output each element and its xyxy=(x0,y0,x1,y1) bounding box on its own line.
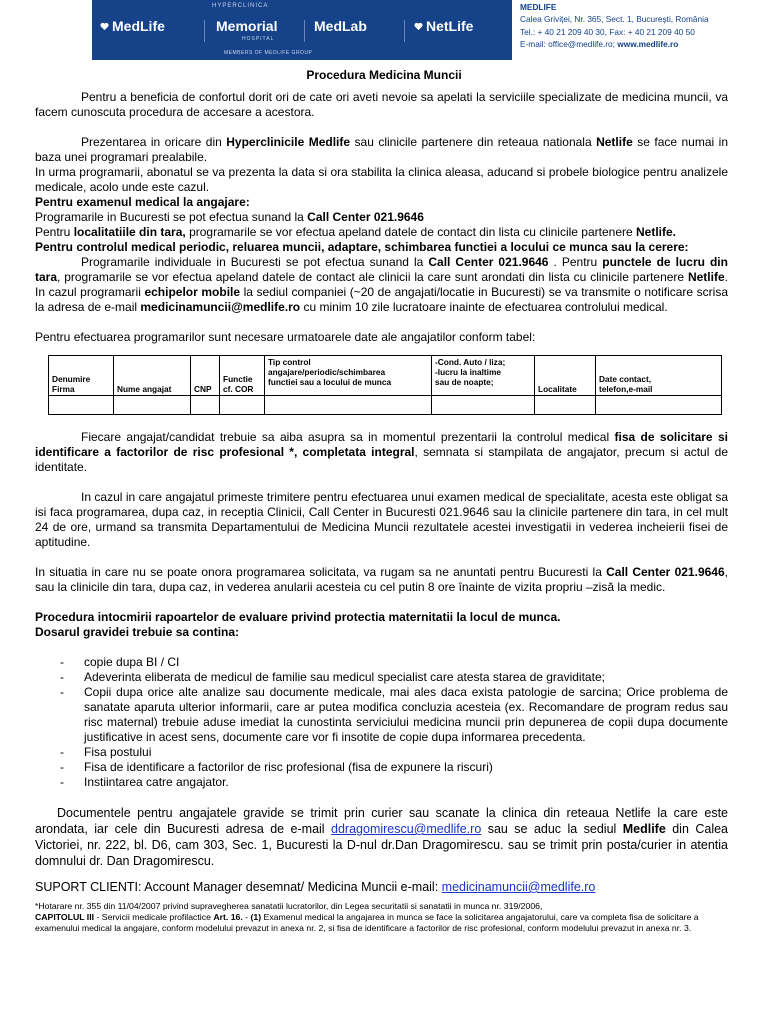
col-localitate: Localitate xyxy=(535,356,596,396)
brand-medlab-label: MedLab xyxy=(314,18,367,34)
heart-icon xyxy=(100,22,109,31)
hiring-bucharest: Programarile in Bucuresti se pot efectua sunand la Call Center 021.9646 xyxy=(35,210,424,224)
company-email[interactable]: office@medlife.ro xyxy=(548,39,613,50)
documents-paragraph: Documentele pentru angajatele gravide se trimit prin curier sau scanate la clinica din reteaua Netlife la care este arondata, iar cele din Bucuresti adresa de e-mail ddragomirescu@medlife.ro sau se aduc la sediul Medlife din Calea Victoriei, nr. 222, bl. D6, cam 303, Sec. 1, Bucuresti la D-nul dr.Dan Dragomirescu. sau se trimit prin posta/curier in atentia domnului dr. Dan Dragomirescu. xyxy=(35,806,728,868)
list-item: - Instiintarea catre angajator. xyxy=(60,775,229,789)
col-cnp: CNP xyxy=(191,356,220,396)
list-item: - copie dupa BI / CI xyxy=(60,655,180,669)
support-line: SUPORT CLIENTI: Account Manager desemnat/ Medicina Muncii e-mail: medicinamuncii@medlife.ro xyxy=(35,880,596,894)
brand-separator xyxy=(304,20,305,42)
col-denumire-firma: Denumire Firma xyxy=(49,356,114,396)
form-paragraph: Fiecare angajat/candidat trebuie sa aiba asupra sa in momentul prezentarii la controlul medical fisa de solicitare si identificare a factorilor de risc profesional *, completata integral, semnata si stampilata de angajator, precum si actul de identitate. xyxy=(35,430,729,474)
brand-separator xyxy=(404,20,405,42)
brand-netlife xyxy=(414,18,473,34)
page-title: Procedura Medicina Muncii xyxy=(306,68,462,82)
list-item: - Adeverinta eliberata de medicul de familie sau medicul specialist care atesta starea de graviditate; xyxy=(60,670,605,684)
brand-netlife-label: NetLife xyxy=(426,18,474,34)
col-nume-angajat: Nume angajat xyxy=(114,356,191,396)
hyperclinica-label: HYPERCLINICA xyxy=(212,3,269,9)
email-prefix: E-mail: xyxy=(520,39,549,50)
company-website[interactable]: www.medlife.ro xyxy=(617,39,679,50)
brand-separator xyxy=(204,20,205,42)
employee-data-table xyxy=(48,355,722,415)
specialist-paragraph: In cazul in care angajatul primeste trimitere pentru efectuarea unui examen medical de specialitate, acesta este obligat sa isi faca programarea, dupa caz, in receptia Clinicii, Call Center in Bucuresti 021.9646 sau la clinicile partenere din tara, in cel mult 24 de ore, urmand sa transmita Departamentului de Medicina Muncii rezultatele acestei investigatii in vederea incheierii fisei de aptitudine. xyxy=(35,490,728,549)
brand-medlife xyxy=(100,18,165,34)
company-phone: Tel.: + 40 21 209 40 30, Fax: + 40 21 209 40 50 xyxy=(520,26,695,37)
table-header-row xyxy=(49,356,722,396)
medicina-muncii-email[interactable]: medicinamuncii@medlife.ro xyxy=(140,300,301,314)
support-email-link[interactable]: medicinamuncii@medlife.ro xyxy=(441,880,596,894)
col-conditii: -Cond. Auto / liza; -lucru la inaltime sau de noapte; xyxy=(432,356,535,396)
maternity-heading: Procedura intocmirii rapoartelor de evaluare privind protectia maternitatii la locul de munca. xyxy=(35,610,561,624)
hiring-heading: Pentru examenul medical la angajare: xyxy=(35,195,250,209)
appointment-paragraph: In urma programarii, abonatul se va prezenta la data si ora stabilita la clinica aleasa, aducand si probele biologice pentru analizele medicale, acolo unde este cazul. xyxy=(35,165,728,194)
heart-icon xyxy=(414,22,423,31)
memorial-subtitle: HOSPITAL xyxy=(242,36,275,42)
intro-paragraph: Pentru a beneficia de confortul dorit ori de cate ori aveti nevoie sa apelati la serviciile specializate de medicina muncii, va facem cunoscuta procedura de accesare a acestora. xyxy=(35,90,728,119)
dossier-heading: Dosarul gravidei trebuie sa contina: xyxy=(35,625,240,639)
ddragomirescu-email-link[interactable]: ddragomirescu@medlife.ro xyxy=(331,822,482,836)
brand-memorial-label: Memorial xyxy=(216,18,278,34)
list-item: - Fisa postului xyxy=(60,745,152,759)
footnote xyxy=(35,901,728,935)
header-logo-band xyxy=(92,0,512,60)
company-name: MEDLIFE xyxy=(520,2,557,12)
presentation-paragraph: Prezentarea in oricare din Hyperclinicile Medlife sau clinicile partenere din reteaua nationala Netlife se face numai in baza unei programari prealabile. xyxy=(35,135,728,164)
header-contact xyxy=(520,1,709,51)
footnote-line2: CAPITOLUL III - Servicii medicale profilactice Art. 16. - (1) Examenul medical la angajarea in munca se face la solicitarea angajatorului, care va completa fisa de solicitare a examenului medical la angajare, conform modelului prevazut in anexa nr. 2, si fisa de identificare a factorilor de risc profesional, conform modelului prevazut in anexa nr. 3. xyxy=(35,912,699,934)
cancel-paragraph: In situatia in care nu se poate onora programarea solicitata, va rugam sa ne anuntati pentru Bucuresti la Call Center 021.9646, sau la clinicile din tara, dupa caz, in vederea anularii acesteia cu cel putin 8 ore înainte de vizita propriu –zisă la medic. xyxy=(35,565,728,594)
brand-medlife-label: MedLife xyxy=(112,18,165,34)
members-label: MEMBERS OF MEDLIFE GROUP xyxy=(224,50,313,56)
table-intro: Pentru efectuarea programarilor sunt necesare urmatoarele date ale angajatilor conform tabel: xyxy=(35,330,536,344)
hiring-local: Pentru localitatiile din tara, programarile se vor efectua apeland datele de contact din lista cu clinicile partenere Netlife. xyxy=(35,225,677,239)
footnote-line1: *Hotarare nr. 355 din 11/04/2007 privind supravegherea sanatatii lucratorilor, din Legea securitatii si sanatatii in munca nr. 319/2006, xyxy=(35,901,543,911)
col-tip-control: Tip control angajare/periodic/schimbarea functiei sau a locului de munca xyxy=(265,356,432,396)
brand-memorial xyxy=(216,18,277,34)
periodic-paragraph: Programarile individuale in Bucuresti se pot efectua sunand la Call Center 021.9646 . Pentru punctele de lucru din tara, programarile se vor efectua apeland datele de contact ale clinicii la care sunt arondati din lista cu clinicile partenere Netlife. In cazul programarii echipelor mobile la sediul companiei (~20 de angajati/locatie in Bucuresti) se va transmite o notificare scrisa la adresa de e-mail medicinamuncii@medlife.ro cu minim 10 zile lucratoare inainte de efectuarea controlului medical. xyxy=(35,255,729,314)
col-date-contact: Date contact, telefon,e-mail xyxy=(596,356,722,396)
list-item: - Fisa de identificare a factorilor de risc profesional (fisa de expunere la riscuri) xyxy=(60,760,493,774)
periodic-heading: Pentru controlul medical periodic, reluarea muncii, adaptare, schimbarea functiei a locului ce munca sau la cerere: xyxy=(35,240,689,254)
company-address: Calea Griviței, Nr. 365, Sect. 1, București, România xyxy=(520,14,709,25)
company-email-line xyxy=(520,38,709,50)
list-item: - Copii dupa orice alte analize sau documente medicale, mai ales daca exista patologie de sarcina; Orice problema de sanatate aparuta ulterior informarii, care ar putea modifica concluzia acesteia (ex. Recomandare de program redus sau risc maternal) trebuie aduse imediat la cunostinta serviciului medicina muncii prin depunerea de copii dupa documente justificative in acest sens, documente care vor fi insotite de copie dupa informarea precedenta. xyxy=(60,685,728,744)
email-separator: ; xyxy=(612,39,618,50)
document-body xyxy=(35,90,728,935)
dossier-list xyxy=(35,655,728,790)
brand-medlab xyxy=(314,18,367,34)
col-functie: Functie cf. COR xyxy=(220,356,265,396)
table-row xyxy=(49,396,722,415)
